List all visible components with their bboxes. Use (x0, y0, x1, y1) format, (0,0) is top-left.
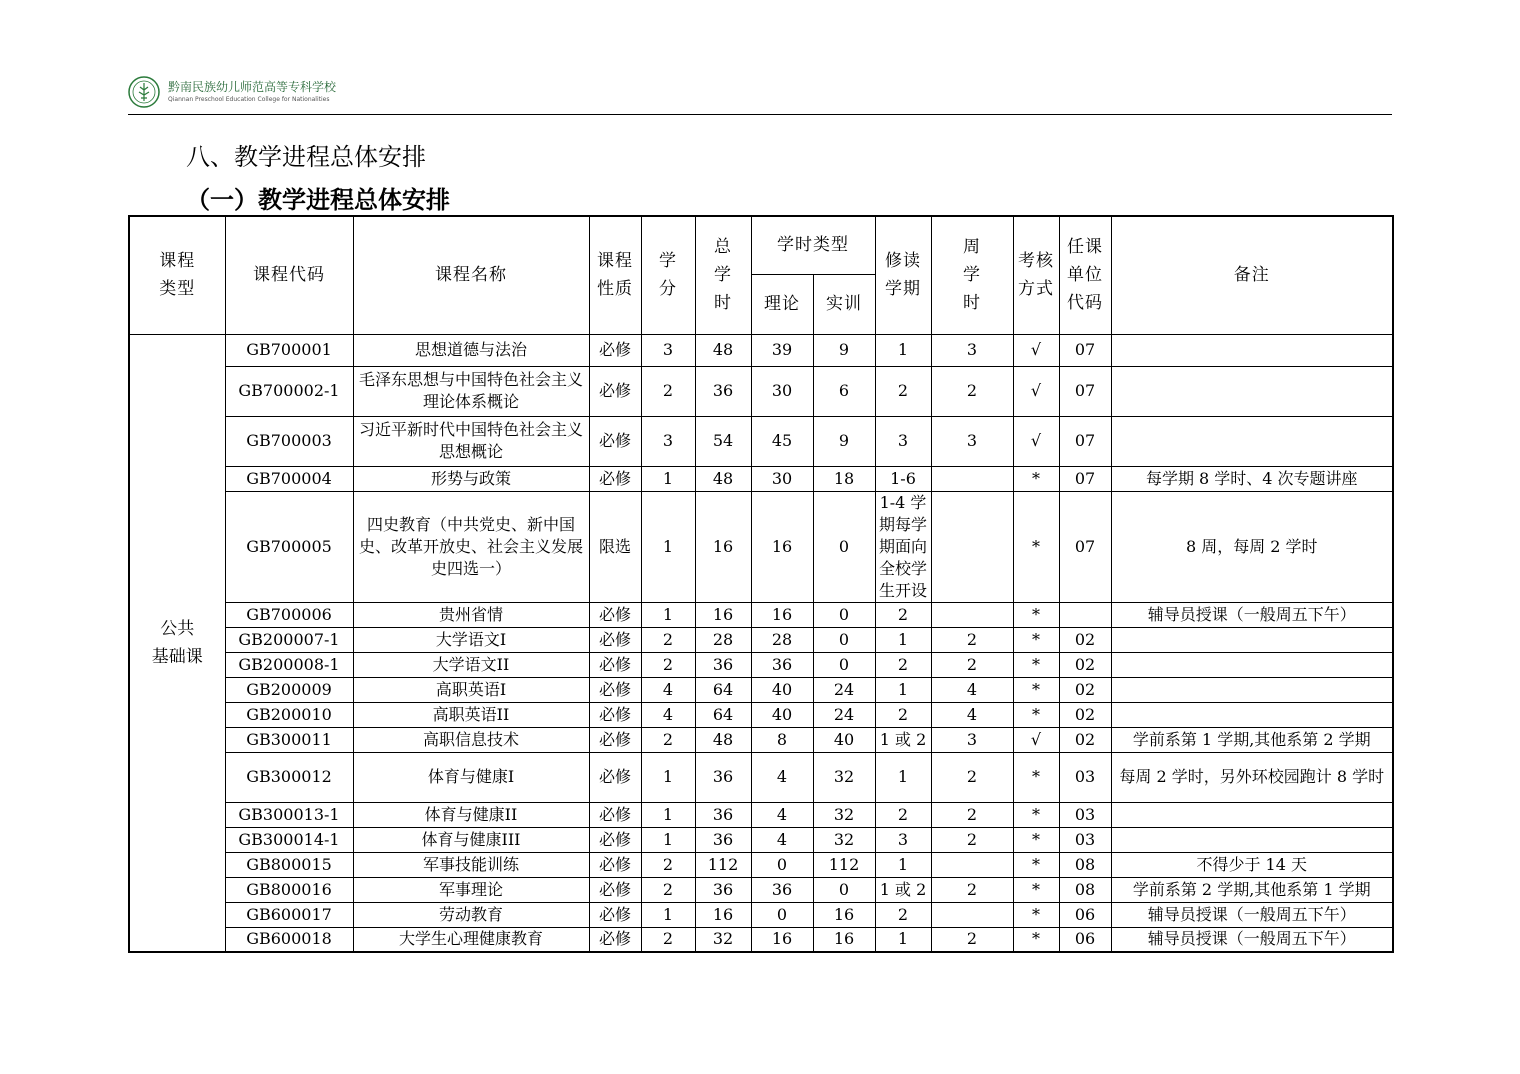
cell-theory: 28 (751, 627, 813, 652)
cell-theory: 16 (751, 927, 813, 952)
cell-credits: 2 (641, 877, 695, 902)
cell-credits: 4 (641, 702, 695, 727)
cell-practice: 40 (813, 727, 875, 752)
cell-credits: 1 (641, 602, 695, 627)
header-course-code: 课程代码 (225, 216, 353, 334)
cell-theory: 16 (751, 602, 813, 627)
header-course-nature: 课程 性质 (589, 216, 641, 334)
cell-unit: 02 (1059, 702, 1111, 727)
cell-theory: 45 (751, 416, 813, 466)
cell-name: 大学语文I (353, 627, 589, 652)
cell-credits: 2 (641, 852, 695, 877)
cell-total: 64 (695, 677, 751, 702)
cell-semester: 1 或 2 (875, 727, 931, 752)
school-name-en: Qiannan Preschool Education College for Nationalities (168, 96, 330, 103)
cell-exam: * (1013, 466, 1059, 491)
table-row (129, 627, 1393, 652)
cell-code: GB800016 (225, 877, 353, 902)
cell-semester: 2 (875, 902, 931, 927)
cell-semester: 1 或 2 (875, 877, 931, 902)
cell-remark: 学前系第 1 学期,其他系第 2 学期 (1111, 727, 1393, 752)
cell-total: 36 (695, 366, 751, 416)
table-row (129, 852, 1393, 877)
cell-name: 形势与政策 (353, 466, 589, 491)
cell-unit: 07 (1059, 366, 1111, 416)
cell-total: 54 (695, 416, 751, 466)
cell-nature: 必修 (589, 752, 641, 802)
cell-remark: 学前系第 2 学期,其他系第 1 学期 (1111, 877, 1393, 902)
cell-name: 体育与健康III (353, 827, 589, 852)
cell-remark (1111, 652, 1393, 677)
header-weekly-hours: 周 学 时 (931, 216, 1013, 334)
cell-code: GB600017 (225, 902, 353, 927)
cell-nature: 必修 (589, 627, 641, 652)
cell-total: 48 (695, 727, 751, 752)
cell-exam: √ (1013, 416, 1059, 466)
cell-code: GB300013-1 (225, 802, 353, 827)
cell-exam: √ (1013, 334, 1059, 366)
teaching-plan-table (128, 215, 1394, 953)
cell-exam: * (1013, 652, 1059, 677)
cell-theory: 30 (751, 366, 813, 416)
cell-nature: 必修 (589, 416, 641, 466)
cell-name: 高职英语II (353, 702, 589, 727)
cell-theory: 40 (751, 677, 813, 702)
cell-theory: 0 (751, 902, 813, 927)
cell-unit: 02 (1059, 727, 1111, 752)
cell-total: 36 (695, 802, 751, 827)
cell-exam: * (1013, 852, 1059, 877)
cell-credits: 2 (641, 927, 695, 952)
cell-practice: 0 (813, 627, 875, 652)
cell-practice: 24 (813, 702, 875, 727)
cell-code: GB600018 (225, 927, 353, 952)
cell-unit: 02 (1059, 677, 1111, 702)
cell-code: GB700001 (225, 334, 353, 366)
cell-remark (1111, 677, 1393, 702)
cell-semester: 3 (875, 827, 931, 852)
cell-exam: * (1013, 902, 1059, 927)
cell-total: 36 (695, 652, 751, 677)
cell-code: GB200008-1 (225, 652, 353, 677)
cell-nature: 必修 (589, 852, 641, 877)
cell-theory: 39 (751, 334, 813, 366)
cell-name: 体育与健康I (353, 752, 589, 802)
cell-unit: 06 (1059, 927, 1111, 952)
cell-weekly (931, 602, 1013, 627)
cell-nature: 必修 (589, 802, 641, 827)
cell-weekly (931, 491, 1013, 602)
header-practice: 实训 (813, 274, 875, 334)
cell-remark: 辅导员授课（一般周五下午） (1111, 902, 1393, 927)
cell-total: 36 (695, 752, 751, 802)
cell-total: 36 (695, 827, 751, 852)
header-semester: 修读 学期 (875, 216, 931, 334)
cell-exam: * (1013, 602, 1059, 627)
cell-practice: 24 (813, 677, 875, 702)
cell-unit: 07 (1059, 416, 1111, 466)
cell-name: 劳动教育 (353, 902, 589, 927)
cell-credits: 2 (641, 627, 695, 652)
cell-exam: * (1013, 827, 1059, 852)
cell-code: GB700005 (225, 491, 353, 602)
header-credits: 学 分 (641, 216, 695, 334)
cell-name: 体育与健康II (353, 802, 589, 827)
cell-theory: 0 (751, 852, 813, 877)
cell-theory: 40 (751, 702, 813, 727)
page-header (128, 74, 1392, 115)
cell-nature: 必修 (589, 927, 641, 952)
subsection-title: （一）教学进程总体安排 (186, 186, 450, 214)
cell-name: 习近平新时代中国特色社会主义思想概论 (353, 416, 589, 466)
cell-total: 16 (695, 491, 751, 602)
cell-remark: 每周 2 学时，另外环校园跑计 8 学时 (1111, 752, 1393, 802)
cell-semester: 1 (875, 334, 931, 366)
cell-remark: 辅导员授课（一般周五下午） (1111, 927, 1393, 952)
cell-credits: 4 (641, 677, 695, 702)
cell-theory: 30 (751, 466, 813, 491)
table-row (129, 927, 1393, 952)
cell-nature: 必修 (589, 877, 641, 902)
cell-semester: 1 (875, 627, 931, 652)
cell-weekly: 4 (931, 677, 1013, 702)
cell-code: GB300014-1 (225, 827, 353, 852)
cell-weekly: 2 (931, 927, 1013, 952)
cell-weekly: 2 (931, 652, 1013, 677)
header-total-hours: 总 学 时 (695, 216, 751, 334)
cell-exam: * (1013, 627, 1059, 652)
cell-remark: 每学期 8 学时、4 次专题讲座 (1111, 466, 1393, 491)
cell-remark: 8 周，每周 2 学时 (1111, 491, 1393, 602)
cell-code: GB200009 (225, 677, 353, 702)
cell-weekly (931, 466, 1013, 491)
cell-unit (1059, 602, 1111, 627)
cell-semester: 1 (875, 927, 931, 952)
table-row (129, 702, 1393, 727)
cell-code: GB200010 (225, 702, 353, 727)
header-unit-code: 任课 单位 代码 (1059, 216, 1111, 334)
cell-theory: 4 (751, 827, 813, 852)
cell-semester: 2 (875, 802, 931, 827)
cell-unit: 07 (1059, 466, 1111, 491)
cell-exam: * (1013, 491, 1059, 602)
cell-credits: 1 (641, 752, 695, 802)
cell-name: 毛泽东思想与中国特色社会主义理论体系概论 (353, 366, 589, 416)
cell-remark (1111, 366, 1393, 416)
cell-semester: 2 (875, 702, 931, 727)
cell-weekly: 2 (931, 877, 1013, 902)
cell-nature: 必修 (589, 902, 641, 927)
cell-nature: 必修 (589, 827, 641, 852)
cell-name: 贵州省情 (353, 602, 589, 627)
cell-unit: 07 (1059, 334, 1111, 366)
cell-practice: 6 (813, 366, 875, 416)
cell-semester: 2 (875, 602, 931, 627)
cell-practice: 16 (813, 902, 875, 927)
table-row (129, 334, 1393, 366)
header-remarks: 备注 (1111, 216, 1393, 334)
cell-semester: 1 (875, 752, 931, 802)
cell-semester: 2 (875, 652, 931, 677)
cell-name: 军事理论 (353, 877, 589, 902)
section-title: 八、教学进程总体安排 (186, 143, 426, 171)
cell-weekly: 2 (931, 752, 1013, 802)
cell-practice: 0 (813, 491, 875, 602)
table-row (129, 491, 1393, 602)
cell-unit: 02 (1059, 652, 1111, 677)
course-group-label: 公共 基础课 (129, 334, 225, 952)
cell-semester: 1-4 学期每学期面向全校学生开设 (875, 491, 931, 602)
cell-practice: 0 (813, 602, 875, 627)
cell-practice: 16 (813, 927, 875, 952)
cell-theory: 36 (751, 652, 813, 677)
cell-unit: 06 (1059, 902, 1111, 927)
header-theory: 理论 (751, 274, 813, 334)
table-row (129, 416, 1393, 466)
table-row (129, 752, 1393, 802)
cell-weekly (931, 852, 1013, 877)
cell-total: 64 (695, 702, 751, 727)
cell-remark (1111, 416, 1393, 466)
cell-practice: 32 (813, 802, 875, 827)
table-row (129, 902, 1393, 927)
table-row (129, 652, 1393, 677)
cell-name: 高职信息技术 (353, 727, 589, 752)
cell-name: 大学语文II (353, 652, 589, 677)
cell-credits: 1 (641, 491, 695, 602)
cell-name: 思想道德与法治 (353, 334, 589, 366)
cell-code: GB300011 (225, 727, 353, 752)
cell-practice: 9 (813, 416, 875, 466)
table-row (129, 877, 1393, 902)
cell-name: 军事技能训练 (353, 852, 589, 877)
cell-name: 大学生心理健康教育 (353, 927, 589, 952)
table-row (129, 827, 1393, 852)
cell-exam: √ (1013, 366, 1059, 416)
cell-semester: 1 (875, 677, 931, 702)
cell-total: 32 (695, 927, 751, 952)
cell-credits: 1 (641, 902, 695, 927)
cell-code: GB700002-1 (225, 366, 353, 416)
cell-weekly: 4 (931, 702, 1013, 727)
table-row (129, 802, 1393, 827)
school-logo-icon (128, 76, 160, 108)
cell-total: 48 (695, 466, 751, 491)
cell-weekly: 3 (931, 416, 1013, 466)
cell-practice: 32 (813, 752, 875, 802)
cell-exam: * (1013, 702, 1059, 727)
cell-nature: 必修 (589, 602, 641, 627)
cell-credits: 3 (641, 416, 695, 466)
cell-unit: 03 (1059, 752, 1111, 802)
cell-nature: 必修 (589, 677, 641, 702)
cell-credits: 2 (641, 727, 695, 752)
cell-code: GB300012 (225, 752, 353, 802)
school-name: 黔南民族幼儿师范高等专科学校 (168, 80, 337, 94)
cell-unit: 02 (1059, 627, 1111, 652)
header-course-name: 课程名称 (353, 216, 589, 334)
cell-weekly: 2 (931, 366, 1013, 416)
table-row (129, 466, 1393, 491)
cell-weekly: 3 (931, 727, 1013, 752)
cell-credits: 3 (641, 334, 695, 366)
cell-unit: 03 (1059, 802, 1111, 827)
cell-practice: 32 (813, 827, 875, 852)
cell-code: GB700004 (225, 466, 353, 491)
cell-practice: 0 (813, 652, 875, 677)
table-row (129, 366, 1393, 416)
cell-theory: 36 (751, 877, 813, 902)
cell-practice: 9 (813, 334, 875, 366)
cell-exam: √ (1013, 727, 1059, 752)
cell-name: 高职英语I (353, 677, 589, 702)
cell-semester: 1 (875, 852, 931, 877)
cell-practice: 0 (813, 877, 875, 902)
cell-weekly: 2 (931, 627, 1013, 652)
cell-total: 48 (695, 334, 751, 366)
cell-exam: * (1013, 927, 1059, 952)
cell-nature: 必修 (589, 702, 641, 727)
cell-total: 112 (695, 852, 751, 877)
cell-practice: 18 (813, 466, 875, 491)
cell-nature: 必修 (589, 366, 641, 416)
cell-credits: 1 (641, 827, 695, 852)
cell-code: GB800015 (225, 852, 353, 877)
cell-credits: 2 (641, 652, 695, 677)
cell-code: GB700006 (225, 602, 353, 627)
cell-exam: * (1013, 877, 1059, 902)
cell-unit: 03 (1059, 827, 1111, 852)
cell-nature: 必修 (589, 727, 641, 752)
cell-nature: 必修 (589, 334, 641, 366)
cell-unit: 07 (1059, 491, 1111, 602)
cell-exam: * (1013, 802, 1059, 827)
header-course-type: 课程 类型 (129, 216, 225, 334)
cell-credits: 2 (641, 366, 695, 416)
cell-remark (1111, 702, 1393, 727)
cell-remark: 不得少于 14 天 (1111, 852, 1393, 877)
cell-theory: 4 (751, 752, 813, 802)
cell-code: GB200007-1 (225, 627, 353, 652)
cell-total: 16 (695, 902, 751, 927)
cell-theory: 8 (751, 727, 813, 752)
cell-theory: 16 (751, 491, 813, 602)
cell-unit: 08 (1059, 877, 1111, 902)
cell-name: 四史教育（中共党史、新中国史、改革开放史、社会主义发展史四选一） (353, 491, 589, 602)
cell-remark (1111, 802, 1393, 827)
cell-total: 16 (695, 602, 751, 627)
cell-nature: 必修 (589, 652, 641, 677)
cell-weekly (931, 902, 1013, 927)
cell-theory: 4 (751, 802, 813, 827)
table-row (129, 677, 1393, 702)
cell-weekly: 3 (931, 334, 1013, 366)
cell-weekly: 2 (931, 827, 1013, 852)
cell-nature: 限选 (589, 491, 641, 602)
cell-semester: 2 (875, 366, 931, 416)
cell-credits: 1 (641, 466, 695, 491)
cell-semester: 3 (875, 416, 931, 466)
cell-remark (1111, 627, 1393, 652)
header-hour-types: 学时类型 (751, 216, 875, 274)
table-row (129, 727, 1393, 752)
cell-remark (1111, 827, 1393, 852)
cell-practice: 112 (813, 852, 875, 877)
cell-remark (1111, 334, 1393, 366)
cell-semester: 1-6 (875, 466, 931, 491)
cell-credits: 1 (641, 802, 695, 827)
header-exam-method: 考核 方式 (1013, 216, 1059, 334)
cell-exam: * (1013, 752, 1059, 802)
cell-nature: 必修 (589, 466, 641, 491)
table-row (129, 602, 1393, 627)
cell-exam: * (1013, 677, 1059, 702)
cell-total: 28 (695, 627, 751, 652)
cell-weekly: 2 (931, 802, 1013, 827)
cell-code: GB700003 (225, 416, 353, 466)
cell-total: 36 (695, 877, 751, 902)
cell-unit: 08 (1059, 852, 1111, 877)
cell-remark: 辅导员授课（一般周五下午） (1111, 602, 1393, 627)
